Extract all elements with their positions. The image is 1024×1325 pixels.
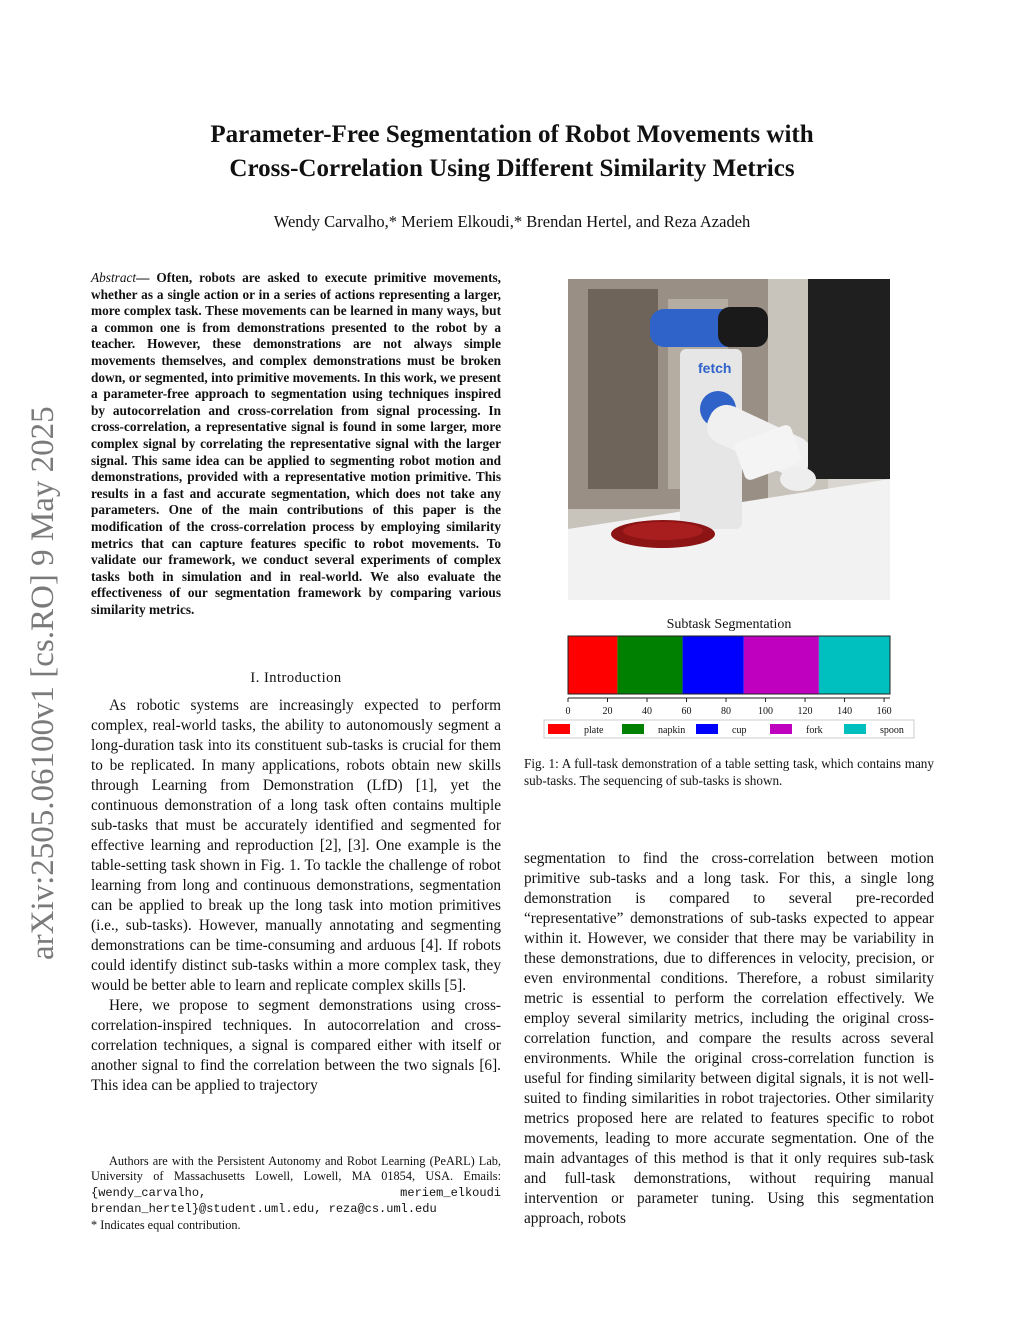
legend-label-fork: fork xyxy=(806,725,823,736)
abstract-label: Abstract xyxy=(91,270,137,285)
title-line-1: Parameter-Free Segmentation of Robot Movements with xyxy=(210,121,814,148)
title-line-2: Cross-Correlation Using Different Similarity Metrics xyxy=(229,155,795,182)
figure-caption: Fig. 1: A full-task demonstration of a table setting task, which contains many sub-tasks. The sequencing of sub-tasks is shown. xyxy=(524,756,934,788)
x-tick-label-120: 120 xyxy=(797,706,813,717)
chart-title: Subtask Segmentation xyxy=(666,617,792,632)
segment-bar-napkin xyxy=(617,636,682,694)
x-tick-label-60: 60 xyxy=(681,706,692,717)
author-list: Wendy Carvalho,* Meriem Elkoudi,* Brendan Hertel, and Reza Azadeh xyxy=(273,212,751,231)
legend-label-cup: cup xyxy=(732,725,747,736)
author-footnote xyxy=(91,1154,501,1233)
x-tick-label-160: 160 xyxy=(876,706,892,717)
x-tick-label-140: 140 xyxy=(837,706,853,717)
segment-bar-plate xyxy=(568,636,617,694)
segment-bar-spoon xyxy=(819,636,890,694)
legend-label-plate: plate xyxy=(584,725,604,736)
legend-swatch-napkin xyxy=(622,724,644,734)
segment-bar-fork xyxy=(744,636,819,694)
right-column-body: segmentation to find the cross-correlation between motion primitive sub-tasks and a long task. For this, a single long demonstration is compared to several pre-recorded “representative” demonstrations of sub-tasks expected to appear within it. However, we consider that there may be variability in these demonstrations, due to differences in velocity, precision, or even environmental conditions. Therefore, a robust similarity metric is essential to perform the correlation effectively. We employ several similarity metrics, including the original cross-correlation function, and compare the results across several environments. While the original cross-correlation function is useful for finding similarity between digital signals, it is not well-suited to finding similarities in robot trajectories. Other similarity metrics proposed here are related to features specific to robot movements, leading to more accurate segmentation. One of the main advantages of this method is that it only requires sub-task and full-task demonstrations, without requiring manual intervention or parameter tuning. Using this segmentation approach, robots xyxy=(524,850,934,1227)
intro-paragraph-2: Here, we propose to segment demonstrations using cross-correlation-inspired techniques. In autocorrelation and cross-correlation techniques, a signal is compared either with itself or another signal to find the correlation between the two signals [6]. This idea can be applied to trajectory xyxy=(91,997,501,1094)
legend-swatch-plate xyxy=(548,724,570,734)
footnote-equal-contribution: * Indicates equal contribution. xyxy=(91,1217,241,1232)
introduction-body xyxy=(91,696,501,1096)
robot-scene-illustration xyxy=(568,279,890,600)
paper-title xyxy=(0,118,1024,186)
abstract xyxy=(91,270,501,618)
legend-label-napkin: napkin xyxy=(658,725,686,736)
x-tick-label-80: 80 xyxy=(721,706,732,717)
legend-swatch-cup xyxy=(696,724,718,734)
intro-paragraph-1: As robotic systems are increasingly expected to perform complex, real-world tasks, the ability to autonomously segment a long-duration task into its constituent sub-tasks is crucial for them to be replicated. In many applications, robots obtain new skills through Learning from Demonstration (LfD) [1], yet the continuous demonstration of a long task often contains multiple sub-tasks that must be accurately identified and segmented for effective learning and reproduction [2], [3]. One example is the table-setting task shown in Fig. 1. To tackle the challenge of robot learning from long and continuous demonstrations, segmentation can be applied to break up the long task into motion primitives (i.e., sub-tasks). However, manually annotating and segmenting demonstrations can be time-consuming and arduous [4]. If robots could identify distinct sub-tasks within a more complex task, they would be better able to learn and replicate complex skills [5]. xyxy=(91,697,501,994)
subtask-segmentation-chart xyxy=(540,610,920,745)
section-heading-introduction: I. Introduction xyxy=(250,670,342,686)
legend-swatch-fork xyxy=(770,724,792,734)
abstract-text: — Often, robots are asked to execute primitive movements, whether as a single action or in a series of actions representing a larger, more complex task. These movements can be learned in many ways, but a common one is from demonstrations presented to the robot by a teacher. However, these demonstrations are not always simple movements themselves, and complex demonstrations must be broken down, or segmented, into primitive movements. In this work, we present a parameter-free approach to segmentation using techniques inspired by autocorrelation and cross-correlation from signal processing. In cross-correlation, a representative signal is found in some larger, more complex signal by correlating the representative signal with the larger signal. This same idea can be applied to segmenting robot motion and demonstrations, provided with a representative motion primitive. This results in a fast and accurate segmentation, which does not take any parameters. One of the main contributions of this paper is the modification of the cross-correlation process by employing similarity metrics that can capture features specific to robot movements. To validate our framework, we conduct several experiments of complex tasks both in simulation and in real-world. We also evaluate the effectiveness of our segmentation framework by comparing various similarity metrics. xyxy=(91,270,501,617)
legend-label-spoon: spoon xyxy=(880,725,904,736)
figure-photo-robot xyxy=(568,279,890,600)
x-tick-label-40: 40 xyxy=(642,706,653,717)
legend-swatch-spoon xyxy=(844,724,866,734)
footnote-emails: {wendy_carvalho, meriem_elkoudi brendan_hertel}@student.uml.edu, reza@cs.uml.edu xyxy=(91,1185,501,1217)
arxiv-identifier: arXiv:2505.06100v1 [cs.RO] 9 May 2025 xyxy=(25,406,61,960)
x-tick-label-0: 0 xyxy=(565,706,571,717)
segmentation-chart-svg xyxy=(540,610,920,745)
robot-brand-text: fetch xyxy=(698,360,732,376)
x-tick-label-20: 20 xyxy=(602,706,613,717)
footnote-affiliation: Authors are with the Persistent Autonomy and Robot Learning (PeARL) Lab, University of Massachusetts Lowell, Lowell, MA 01854, USA. Emails: xyxy=(91,1154,501,1184)
x-tick-label-100: 100 xyxy=(758,706,774,717)
segment-bar-cup xyxy=(683,636,744,694)
